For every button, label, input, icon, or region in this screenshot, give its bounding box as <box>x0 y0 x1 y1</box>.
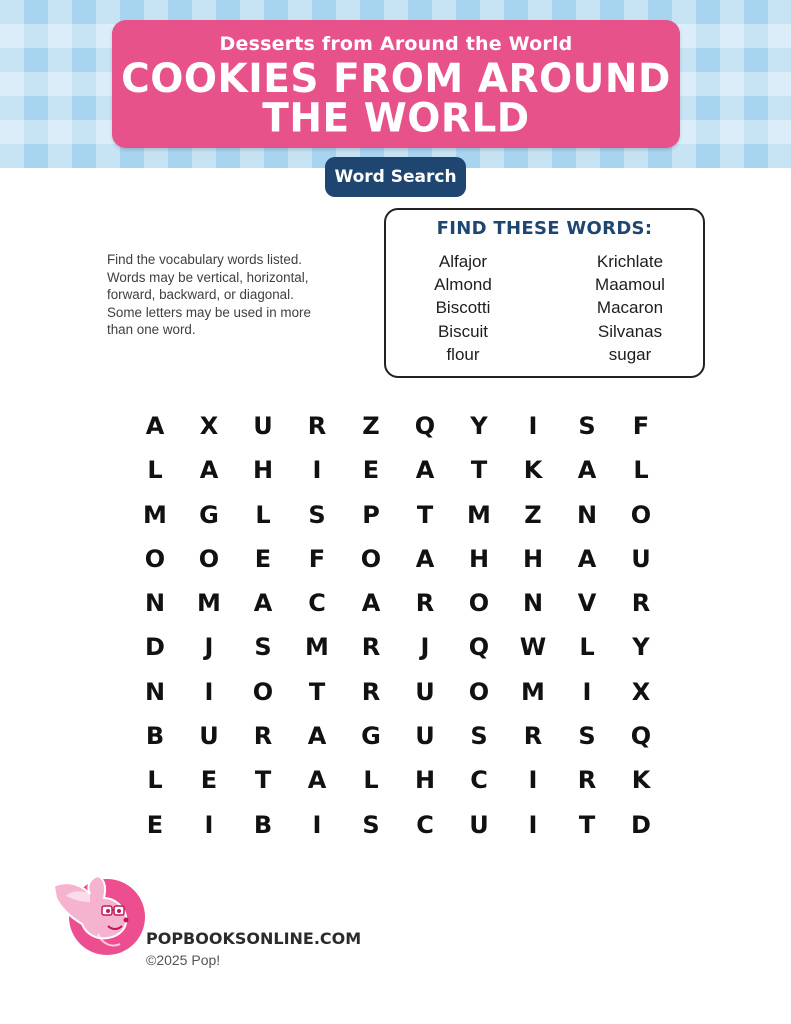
grid-letter[interactable]: I <box>204 677 214 706</box>
word-item: flour <box>446 344 480 364</box>
word-list-column-2 <box>570 250 690 366</box>
grid-letter[interactable]: N <box>144 677 166 706</box>
grid-row <box>128 493 668 537</box>
grid-letter[interactable]: M <box>467 500 491 529</box>
grid-letter[interactable]: A <box>577 456 597 485</box>
grid-letter[interactable]: V <box>577 589 597 618</box>
grid-letter[interactable]: H <box>414 766 436 795</box>
grid-letter[interactable]: S <box>470 722 488 751</box>
grid-letter[interactable]: R <box>631 589 651 618</box>
grid-letter[interactable]: E <box>254 544 272 573</box>
grid-letter[interactable]: T <box>578 810 596 839</box>
grid-letter[interactable]: Q <box>414 412 436 440</box>
grid-letter[interactable]: O <box>198 544 220 573</box>
publisher-website: POPBOOKSONLINE.COM <box>146 929 362 948</box>
grid-letter[interactable]: A <box>307 766 327 795</box>
grid-letter[interactable]: B <box>253 810 273 839</box>
grid-letter[interactable]: A <box>415 544 435 573</box>
grid-letter[interactable]: U <box>469 810 489 839</box>
grid-letter[interactable]: L <box>147 456 163 485</box>
grid-letter[interactable]: T <box>416 500 434 529</box>
grid-letter[interactable]: W <box>519 633 547 662</box>
grid-row <box>128 581 668 625</box>
grid-letter[interactable]: Y <box>632 633 650 662</box>
grid-letter[interactable]: O <box>252 677 274 706</box>
grid-letter[interactable]: A <box>577 544 597 573</box>
word-list-box <box>384 208 705 378</box>
grid-letter[interactable]: J <box>420 633 430 662</box>
word-item: Biscuit <box>437 321 489 341</box>
grid-letter[interactable]: C <box>308 589 326 618</box>
grid-letter[interactable]: T <box>254 766 272 795</box>
grid-letter[interactable]: I <box>582 677 592 706</box>
grid-letter[interactable]: A <box>199 456 219 485</box>
grid-row <box>128 537 668 581</box>
page-title-line-2: THE WORLD <box>262 95 530 142</box>
grid-letter[interactable]: R <box>253 722 273 751</box>
grid-letter[interactable]: X <box>199 412 219 440</box>
grid-letter[interactable]: F <box>308 544 326 573</box>
grid-letter[interactable]: Z <box>524 500 542 529</box>
activity-type-badge: Word Search <box>325 157 466 197</box>
grid-letter[interactable]: K <box>631 766 651 795</box>
grid-letter[interactable]: S <box>578 412 596 440</box>
grid-letter[interactable]: H <box>252 456 274 485</box>
grid-letter[interactable]: N <box>522 589 544 618</box>
grid-row <box>128 670 668 714</box>
series-subtitle: Desserts from Around the World <box>219 33 573 55</box>
grid-letter[interactable]: L <box>363 766 379 795</box>
grid-letter[interactable]: N <box>576 500 598 529</box>
grid-letter[interactable]: X <box>631 677 651 706</box>
word-item: Maamoul <box>595 275 665 295</box>
grid-letter[interactable]: G <box>199 500 219 529</box>
grid-letter[interactable]: I <box>528 810 538 839</box>
grid-letter[interactable]: Z <box>362 412 380 440</box>
grid-letter[interactable]: O <box>468 589 490 618</box>
grid-letter[interactable]: U <box>631 544 651 573</box>
grid-letter[interactable]: O <box>468 677 490 706</box>
grid-letter[interactable]: Y <box>470 412 488 440</box>
page-title <box>112 56 680 142</box>
grid-letter[interactable]: I <box>528 412 538 440</box>
grid-letter[interactable]: L <box>633 456 649 485</box>
word-item: Alfajor <box>438 252 488 271</box>
grid-letter[interactable]: S <box>362 810 380 839</box>
word-item: Silvanas <box>597 321 663 341</box>
word-item: Krichlate <box>596 252 664 271</box>
title-banner <box>112 20 680 148</box>
grid-letter[interactable]: B <box>145 722 165 751</box>
grid-letter[interactable]: F <box>632 412 650 440</box>
grid-letter[interactable]: C <box>416 810 434 839</box>
grid-letter[interactable]: Q <box>630 722 652 751</box>
grid-letter[interactable]: U <box>415 677 435 706</box>
grid-letter[interactable]: O <box>144 544 166 573</box>
grid-letter[interactable]: J <box>204 633 214 662</box>
grid-letter[interactable]: I <box>312 456 322 485</box>
grid-letter[interactable]: R <box>415 589 435 618</box>
grid-letter[interactable]: Q <box>468 633 490 662</box>
word-search-grid <box>128 404 668 847</box>
grid-letter[interactable]: L <box>147 766 163 795</box>
grid-letter[interactable]: U <box>253 412 273 440</box>
page-title-line-1: COOKIES FROM AROUND <box>121 56 671 103</box>
grid-letter[interactable]: S <box>254 633 272 662</box>
grid-letter[interactable]: R <box>523 722 543 751</box>
grid-letter[interactable]: P <box>362 500 380 529</box>
grid-letter[interactable]: A <box>253 589 273 618</box>
grid-letter[interactable]: R <box>577 766 597 795</box>
grid-letter[interactable]: K <box>523 456 543 485</box>
word-item: Biscotti <box>435 298 491 318</box>
kangaroo-logo-icon <box>46 872 152 956</box>
word-list-column-1 <box>403 250 523 366</box>
grid-letter[interactable]: U <box>415 722 435 751</box>
grid-letter[interactable]: E <box>362 456 380 485</box>
grid-letter[interactable]: A <box>415 456 435 485</box>
grid-letter[interactable]: A <box>361 589 381 618</box>
word-item: sugar <box>608 344 652 364</box>
grid-letter[interactable]: R <box>361 677 381 706</box>
grid-letter[interactable]: H <box>468 544 490 573</box>
grid-letter[interactable]: M <box>521 677 545 706</box>
grid-letter[interactable]: O <box>360 544 382 573</box>
grid-letter[interactable]: N <box>144 589 166 618</box>
grid-row <box>128 404 668 448</box>
grid-letter[interactable]: A <box>145 412 165 440</box>
grid-letter[interactable]: O <box>630 500 652 529</box>
grid-letter[interactable]: H <box>522 544 544 573</box>
grid-letter[interactable]: M <box>305 633 329 662</box>
grid-letter[interactable]: L <box>579 633 595 662</box>
grid-letter[interactable]: T <box>470 456 488 485</box>
grid-letter[interactable]: D <box>145 633 165 662</box>
grid-letter[interactable]: M <box>143 500 167 529</box>
grid-row <box>128 448 668 492</box>
grid-letter[interactable]: M <box>197 589 221 618</box>
grid-letter[interactable]: I <box>312 810 322 839</box>
grid-letter[interactable]: E <box>146 810 164 839</box>
instructions-text: Find the vocabulary words listed. Words may be vertical, horizontal, forward, backward, or diagonal. Some letters may be used in more than one word. <box>107 252 311 337</box>
grid-letter[interactable]: S <box>308 500 326 529</box>
grid-letter[interactable]: T <box>308 677 326 706</box>
grid-letter[interactable]: R <box>307 412 327 440</box>
grid-letter[interactable]: A <box>307 722 327 751</box>
grid-letter[interactable]: I <box>204 810 214 839</box>
grid-letter[interactable]: E <box>200 766 218 795</box>
grid-row <box>128 803 668 847</box>
grid-row <box>128 758 668 802</box>
word-item: Almond <box>434 275 492 295</box>
grid-letter[interactable]: I <box>528 766 538 795</box>
grid-row <box>128 714 668 758</box>
copyright-notice: ©2025 Pop! <box>146 952 221 968</box>
grid-letter[interactable]: S <box>578 722 596 751</box>
grid-letter[interactable]: G <box>361 722 381 751</box>
word-item: Macaron <box>596 298 664 318</box>
grid-letter[interactable]: L <box>255 500 271 529</box>
grid-letter[interactable]: U <box>199 722 219 751</box>
grid-row <box>128 625 668 669</box>
grid-letter[interactable]: R <box>361 633 381 662</box>
grid-letter[interactable]: D <box>631 810 651 839</box>
grid-letter[interactable]: C <box>470 766 488 795</box>
word-list-title: FIND THESE WORDS: <box>436 218 653 239</box>
